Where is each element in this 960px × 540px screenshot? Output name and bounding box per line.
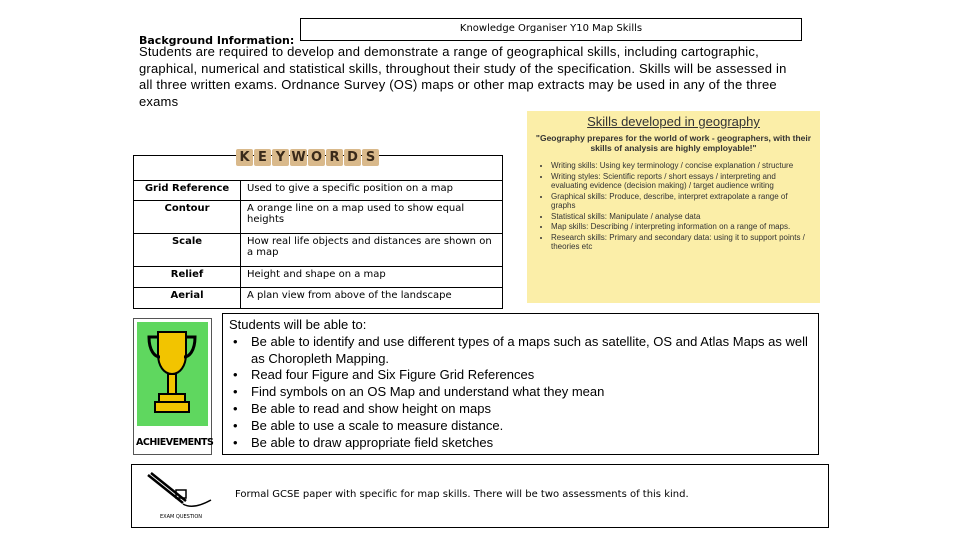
achievement-item: • Read four Figure and Six Figure Grid References xyxy=(229,367,812,384)
skills-title: Skills developed in geography xyxy=(587,114,760,129)
term: Aerial xyxy=(134,288,241,309)
term: Scale xyxy=(134,234,241,267)
skill-item: • Writing styles: Scientific reports / short essays / interpreting and evaluating evidence (decision making) / target audience writing xyxy=(551,172,814,191)
keywords-table xyxy=(133,155,503,309)
table-row xyxy=(134,234,503,267)
table-row xyxy=(134,288,503,309)
exam-description: Formal GCSE paper with specific for map skills. There will be two assessments of this kind. xyxy=(235,489,689,500)
achievement-item: • Be able to draw appropriate field sketches xyxy=(229,435,812,452)
exam-pen-icon xyxy=(143,470,215,516)
page-title: Knowledge Organiser Y10 Map Skills xyxy=(300,18,802,41)
skill-item: • Graphical skills: Produce, describe, interpret extrapolate a range of graphs xyxy=(551,192,814,211)
skill-item: • Writing skills: Using key terminology / concise explanation / structure xyxy=(551,161,814,171)
achievements-image xyxy=(133,318,212,455)
achievement-item: • Be able to read and show height on maps xyxy=(229,401,812,418)
intro-paragraph: Students are required to develop and demonstrate a range of geographical skills, including cartographic, graphical, numerical and statistical skills, throughout their study of the specification. Skills will be assessed in all three written exams. Ordnance Survey (OS) maps or other map extracts may be used in any of the three exams xyxy=(139,44,787,109)
letter-tile: R xyxy=(326,149,343,166)
achievement-item: • Find symbols on an OS Map and understand what they mean xyxy=(229,384,812,401)
skill-item: • Map skills: Describing / interpreting information on a range of maps. xyxy=(551,222,814,232)
skills-quote: "Geography prepares for the world of work - geographers, with their skills of analysis are highly employable!" xyxy=(535,133,812,153)
definition: Height and shape on a map xyxy=(241,267,503,288)
trophy-icon xyxy=(146,327,198,422)
letter-tile: W xyxy=(291,150,306,165)
letter-tile: K xyxy=(236,149,253,166)
letter-tile: D xyxy=(344,149,361,166)
term: Contour xyxy=(134,201,241,234)
term: Grid Reference xyxy=(134,181,241,201)
letter-tile: S xyxy=(362,149,379,166)
term: Relief xyxy=(134,267,241,288)
achievements-box xyxy=(222,313,819,455)
letter-tile: O xyxy=(308,149,325,166)
achievements-image-label: ACHIEVEMENTS xyxy=(136,437,214,448)
table-row xyxy=(134,181,503,201)
achievement-item: • Be able to identify and use different types of a maps such as satellite, OS and Atlas Maps as well as Choropleth Mapping. xyxy=(229,334,812,368)
definition: Used to give a specific position on a map xyxy=(241,181,503,201)
definition: How real life objects and distances are shown on a map xyxy=(241,234,503,267)
background-info-label: Background Information: xyxy=(139,34,295,47)
skills-panel xyxy=(527,111,820,303)
letter-tile: E xyxy=(254,149,271,166)
skill-item: • Statistical skills: Manipulate / analyse data xyxy=(551,212,814,222)
definition: A plan view from above of the landscape xyxy=(241,288,503,309)
definition: A orange line on a map used to show equal heights xyxy=(241,201,503,234)
table-row xyxy=(134,267,503,288)
letter-tile: Y xyxy=(272,149,289,166)
table-row xyxy=(134,201,503,234)
keywords-title-tiles xyxy=(236,146,380,166)
achievement-item: • Be able to use a scale to measure distance. xyxy=(229,418,812,435)
exam-image-label: EXAM QUESTION xyxy=(160,514,203,520)
skill-item: • Research skills: Primary and secondary data: using it to support points / theories etc xyxy=(551,233,814,252)
achievements-heading: Students will be able to: xyxy=(229,317,367,332)
